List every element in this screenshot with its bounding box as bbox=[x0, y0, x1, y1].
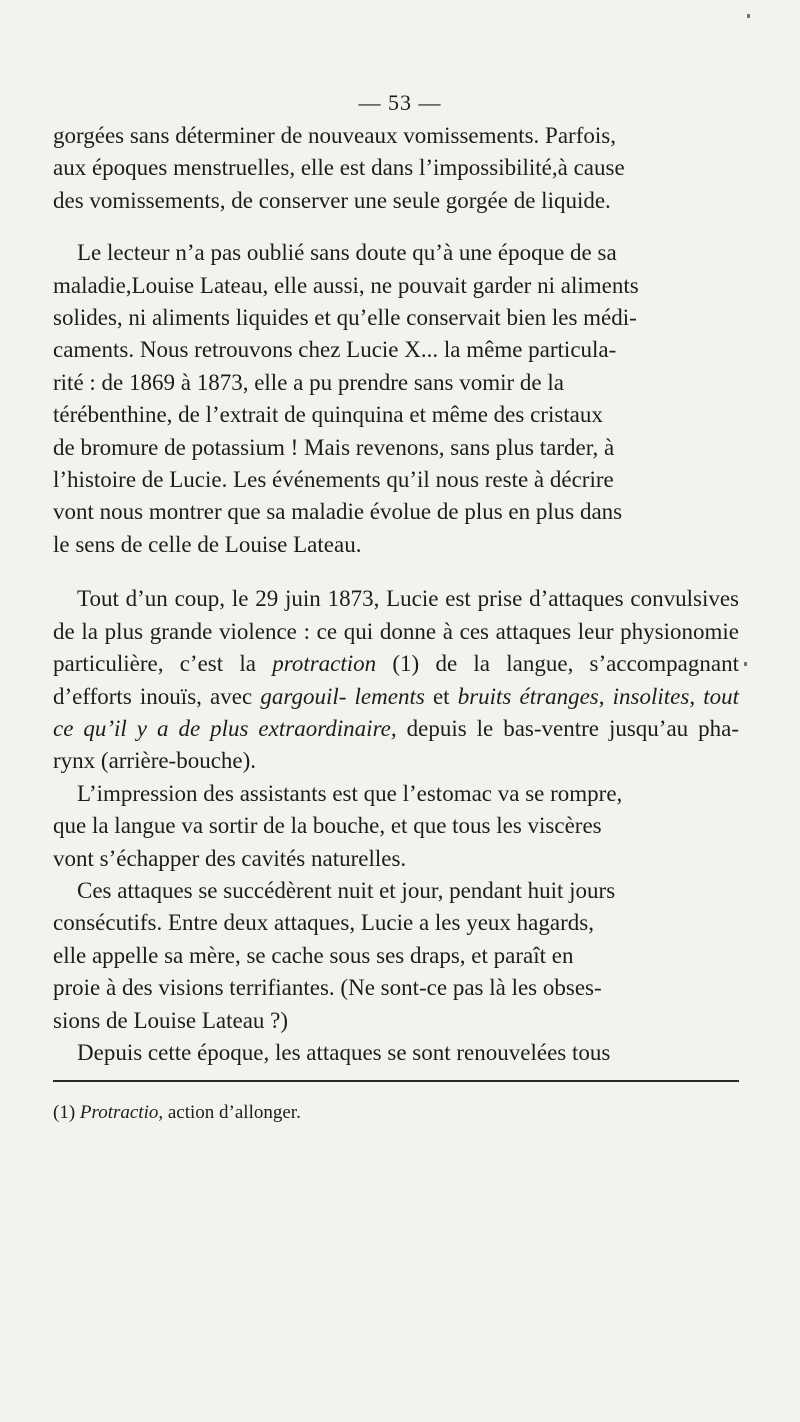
paragraph-3 bbox=[53, 583, 739, 777]
text-run: Tout d’un coup, le 29 juin 1873, Lucie est prise d’attaques convulsives de la plus grande violence : ce qui donne à ces attaques leur physionomie particulière, c’est la bbox=[53, 586, 739, 677]
body-text bbox=[53, 120, 739, 1069]
text-line: Le lecteur n’a pas oublié sans doute qu’à une époque de sa bbox=[77, 240, 617, 266]
paragraph-4 bbox=[53, 778, 739, 875]
text-line: l’histoire de Lucie. Les événements qu’il nous reste à décrire bbox=[53, 467, 614, 493]
text-run-italic: bruits étranges bbox=[457, 683, 599, 709]
text-line: térébenthine, de l’extrait de quinquina et même des cristaux bbox=[53, 402, 603, 428]
text-line: le sens de celle de Louise Lateau. bbox=[53, 531, 362, 557]
text-line: de bromure de potassium ! Mais revenons, sans plus tarder, à bbox=[53, 434, 615, 460]
text-run: (1) de la langue, s’accompagnant d’efforts inouïs, avec bbox=[53, 651, 739, 709]
footnote-definition: action d’allonger. bbox=[167, 1102, 301, 1123]
text-line: consécutifs. Entre deux attaques, Lucie a les yeux hagards, bbox=[53, 910, 594, 936]
paper-speck bbox=[744, 662, 747, 666]
text-run-italic: protraction bbox=[272, 651, 377, 677]
paragraph-2 bbox=[53, 237, 739, 561]
text-run: , bbox=[598, 683, 613, 709]
text-run-italic: insolites bbox=[612, 683, 690, 709]
text-line: solides, ni aliments liquides et qu’elle conservait bien les médi- bbox=[53, 305, 637, 331]
text-line: aux époques menstruelles, elle est dans l’impossibilité,à cause bbox=[53, 155, 625, 181]
text-line: vont nous montrer que sa maladie évolue de plus en plus dans bbox=[53, 499, 623, 525]
text-run-italic: gargouil- lements bbox=[260, 683, 425, 709]
paragraph-6 bbox=[53, 1037, 739, 1069]
paper-speck bbox=[747, 14, 750, 18]
footnote-marker: (1) bbox=[53, 1102, 76, 1123]
text-line: caments. Nous retrouvons chez Lucie X... la même particula- bbox=[53, 337, 617, 363]
footnote bbox=[53, 1100, 739, 1126]
text-line: sions de Louise Lateau ?) bbox=[53, 1007, 289, 1033]
text-line: Depuis cette époque, les attaques se sont renouvelées tous bbox=[77, 1039, 611, 1065]
text-line: que la langue va sortir de la bouche, et que tous les viscères bbox=[53, 813, 602, 839]
paragraph-5 bbox=[53, 875, 739, 1037]
text-line: gorgées sans déterminer de nouveaux vomissements. Parfois, bbox=[53, 123, 616, 148]
footnote-separator bbox=[53, 1080, 739, 1082]
text-run: depuis le bas-ventre jusqu’au pha- rynx (arrière-bouche). bbox=[53, 715, 740, 774]
footnote-term: Protractio, bbox=[79, 1102, 164, 1123]
text-line: elle appelle sa mère, se cache sous ses draps, et paraît en bbox=[53, 942, 574, 968]
page-number: — 53 — bbox=[358, 90, 442, 115]
text-line: vont s’échapper des cavités naturelles. bbox=[53, 845, 407, 871]
text-line: maladie,Louise Lateau, elle aussi, ne pouvait garder ni aliments bbox=[53, 272, 639, 298]
text-run: et bbox=[424, 683, 458, 709]
text-run-italic: tout ce qu’il y a de plus extraordinaire, bbox=[53, 683, 740, 741]
text-run: , bbox=[689, 683, 704, 709]
text-line: des vomissements, de conserver une seule gorgée de liquide. bbox=[53, 187, 611, 213]
text-line: rité : de 1869 à 1873, elle a pu prendre sans vomir de la bbox=[53, 369, 564, 395]
text-line: L’impression des assistants est que l’estomac va se rompre, bbox=[77, 780, 623, 806]
paragraph-1 bbox=[53, 120, 739, 217]
text-line: Ces attaques se succédèrent nuit et jour, pendant huit jours bbox=[77, 877, 616, 903]
text-line: proie à des visions terrifiantes. (Ne sont-ce pas là les obses- bbox=[53, 975, 602, 1001]
